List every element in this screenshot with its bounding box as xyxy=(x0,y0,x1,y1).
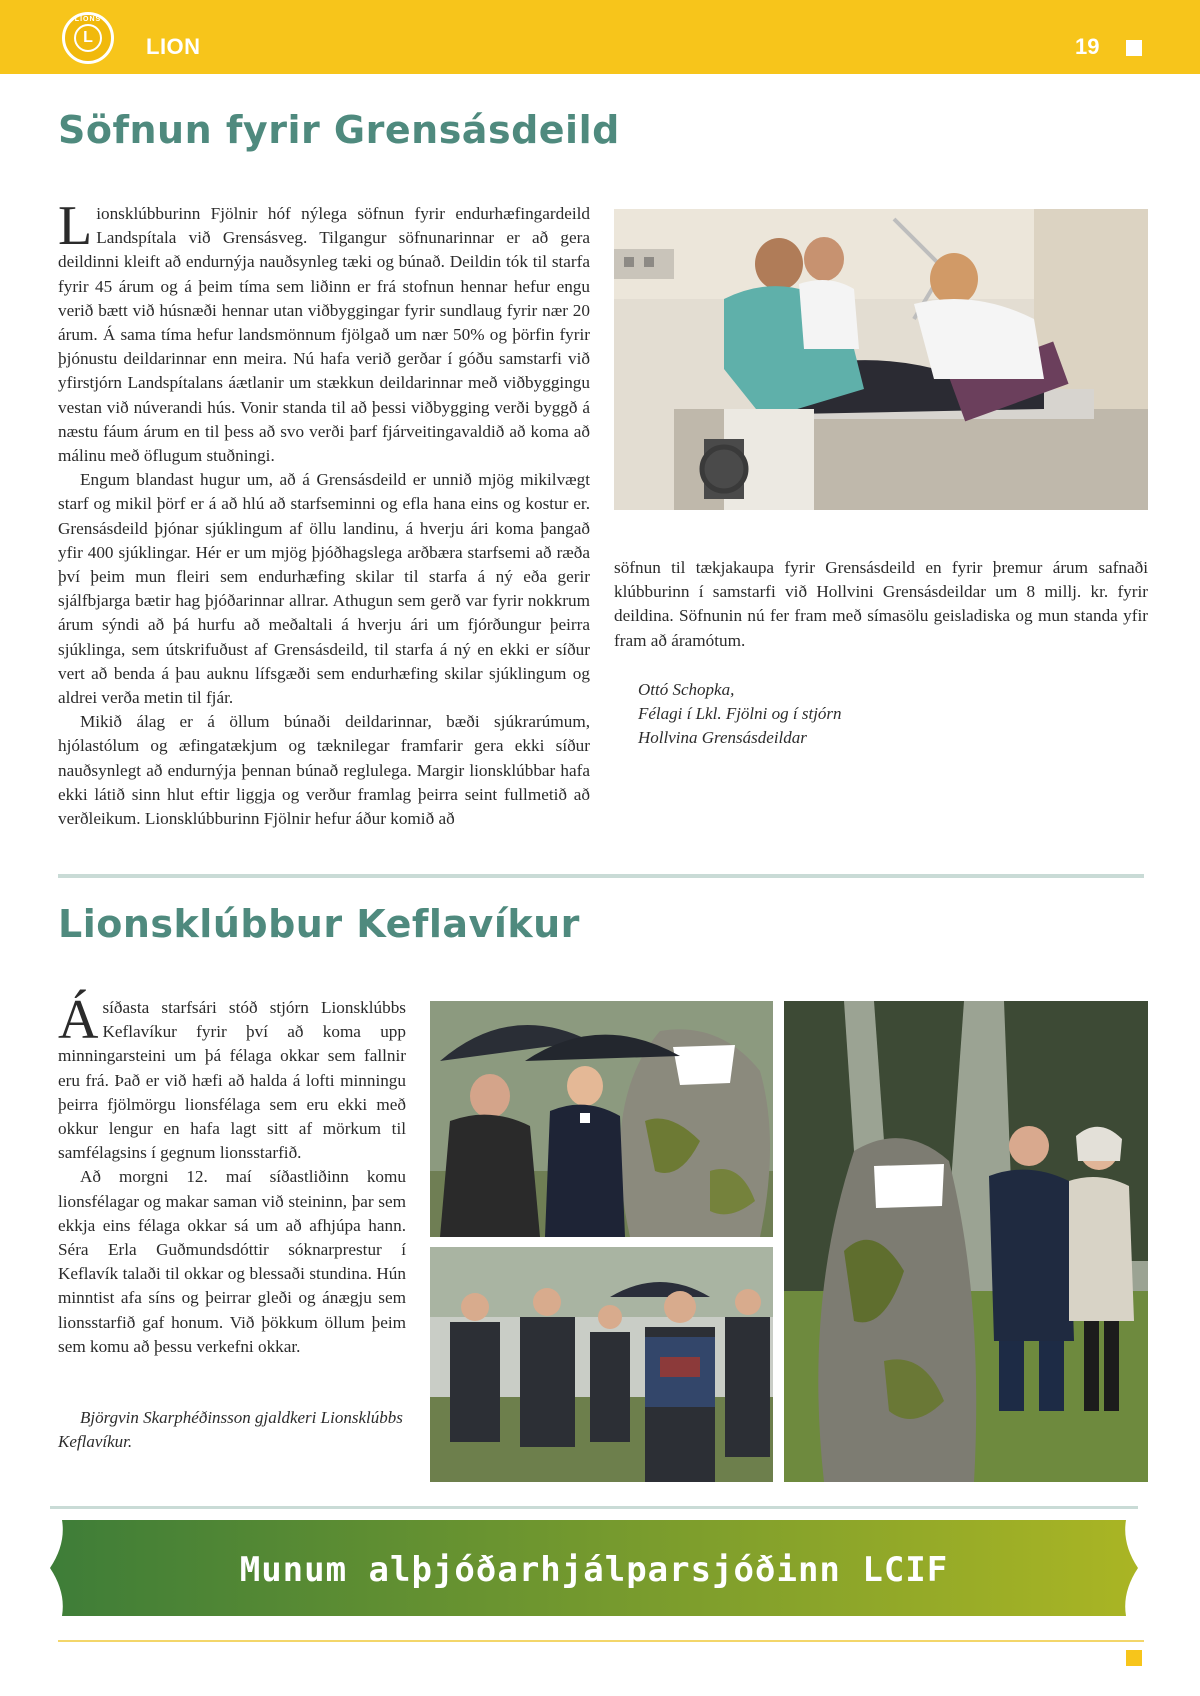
article2-title: Lionsklúbbur Keflavíkur xyxy=(58,902,580,946)
article1-paragraph-4: söfnun til tækjakaupa fyrir Grensásdeild en fyrir þremur árum safnaði klúbburinn í samstarfi við Hollvini Grensásdeildar um 8 millj. kr. fyrir deildina. Söfnunin nú fer fram með símasölu geisladiska og mun standa yfir fram að áramótum. xyxy=(614,558,1148,650)
article1-dropcap: L xyxy=(58,195,93,257)
article1-paragraph-1: ionsklúbburinn Fjölnir hóf nýlega söfnun fyrir endurhæfingardeild Landspítala við Grensásveg. Tilgangur söfnunarinnar er að gera deildinni kleift að endurnýja nauðsynleg tæki og búnað. Deildin tók til starfa fyrir 45 árum og á þeim tíma sem liðinn er frá stofnun hennar hefur engu verið bætt við húsnæði hennar utan viðbyggingar fyrir sundlaug fyrir nær 20 árum. Á sama tíma hefur landsmönnum fjölgað um nær 50% og þörfin fyrir þjónustu deildarinnar enn meira. Nú hafa verið gerðar í góðu samstarfi við yfirstjórn Landspítalans áætlanir um stækkun deildarinnar með viðbyggingu vestan við núverandi hús. Vonir standa til að þessi viðbygging verði byggð á næstu fáum árum en til þess að svo verði þarf fjárveitingavaldið að koma að málinu með öflugum stuðningi. xyxy=(58,204,590,466)
article1-title: Söfnun fyrir Grensásdeild xyxy=(58,108,620,152)
magazine-name: LION xyxy=(146,34,201,59)
article1-paragraph-3: Mikið álag er á öllum búnaði deildarinnar, bæði sjúkrarúmum, hjólastólum og æfingatækjum og tæknilegar framfarir gera ekki síður nauðsynlegt að endurnýja þennan búnað reglulega. Margir lionsklúbbar hafa ekki látið sinn hlut eftir liggja og verður framlag þeirra seint fullmetið að verðleikum. Lionsklúbburinn Fjölnir hefur áður komið að xyxy=(58,712,590,829)
rehab-photo xyxy=(614,209,1148,510)
article2-signature: Björgvin Skarphéðinsson gjaldkeri Lionsklúbbs Keflavíkur. xyxy=(58,1408,403,1451)
article2-paragraph-1: síðasta starfsári stóð stjórn Lionsklúbbs Keflavíkur fyrir því að koma upp minningarsteini um þá félaga okkar sem fallnir eru frá. Það er við hæfi að halda á lofti minningu þeirra fjölmörgu lionsfélaga sem eru ekki með okkur lengur en hafa lagt sitt af mörkum til samfélagsins í gegnum lionsstarfið. xyxy=(58,998,406,1163)
bottom-square-icon xyxy=(1126,1650,1142,1666)
bottom-rule xyxy=(58,1640,1144,1642)
logo-ring-text: LIONS xyxy=(74,16,102,23)
lcif-banner xyxy=(50,1520,1138,1616)
group-gathering-photo xyxy=(430,1247,773,1482)
article2-paragraph-2: Að morgni 12. maí síðastliðinn komu lionsfélagar og makar saman við steininn, þar sem ekkja eins félaga okkar sá um að afhjúpa hann. Séra Erla Guðmundsdóttir sóknarprestur í Keflavík talaði til okkar og blessaði stundina. Hún minntist afa síns og þeirrar gleði og ánægju sem lionsstarfið gaf honum. Við þökkum öllum þeim sem komu að þessu verkefni okkar. xyxy=(58,1167,406,1356)
article1-continued xyxy=(614,556,1148,653)
lcif-banner-text: Munum alþjóðarhjálparsjóðinn LCIF xyxy=(239,1550,949,1590)
article1-body xyxy=(58,195,590,831)
lions-logo-icon xyxy=(62,12,114,64)
logo-letter: L xyxy=(74,24,102,52)
article1-paragraph-2: Engum blandast hugur um, að á Grensásdeild er unnið mjög mikilvægt starf og mikil þörf er á að hlú að starfseminni og efla hana eins og kostur er. Grensásdeild þjónar sjúklingum af öllu landinu, á hverju ári koma þangað yfir 400 sjúklingar. Hér er um mjög þjóðhagslega arðbæra starfsemi að ræða því þeim mun fleiri sem endurhæfing skilar til starfa á ný eða gerir sjálfbjarga bætir hag þjóðarinnar allrar. Athugun sem gerð var fyrir nokkrum árum sýndi að þá hurfu að meðaltali á hverju ári um fjórðungur þeirra sjúklinga, sem útskrifuðust af Grensásdeild, til starfa á ný en ekki er síður vert að benda á þau auknu lífsgæði sem endurhæfing skilar sjúklingum og aldrei verða metin til fjár. xyxy=(58,470,590,708)
article2-dropcap: Á xyxy=(58,989,99,1051)
header-bar xyxy=(0,0,1200,74)
section-divider xyxy=(58,874,1144,878)
page-number: 19 xyxy=(1075,34,1100,59)
article1-signature-org: Hollvina Grensásdeildar xyxy=(638,728,807,747)
page-square-icon xyxy=(1126,40,1142,56)
article1-signature-role: Félagi í Lkl. Fjölni og í stjórn xyxy=(638,704,842,723)
couple-at-stone-photo xyxy=(784,1001,1148,1482)
banner-top-rule xyxy=(50,1506,1138,1509)
article2-body xyxy=(58,989,406,1359)
article1-signature-name: Ottó Schopka, xyxy=(638,680,735,699)
memorial-umbrella-photo xyxy=(430,1001,773,1237)
